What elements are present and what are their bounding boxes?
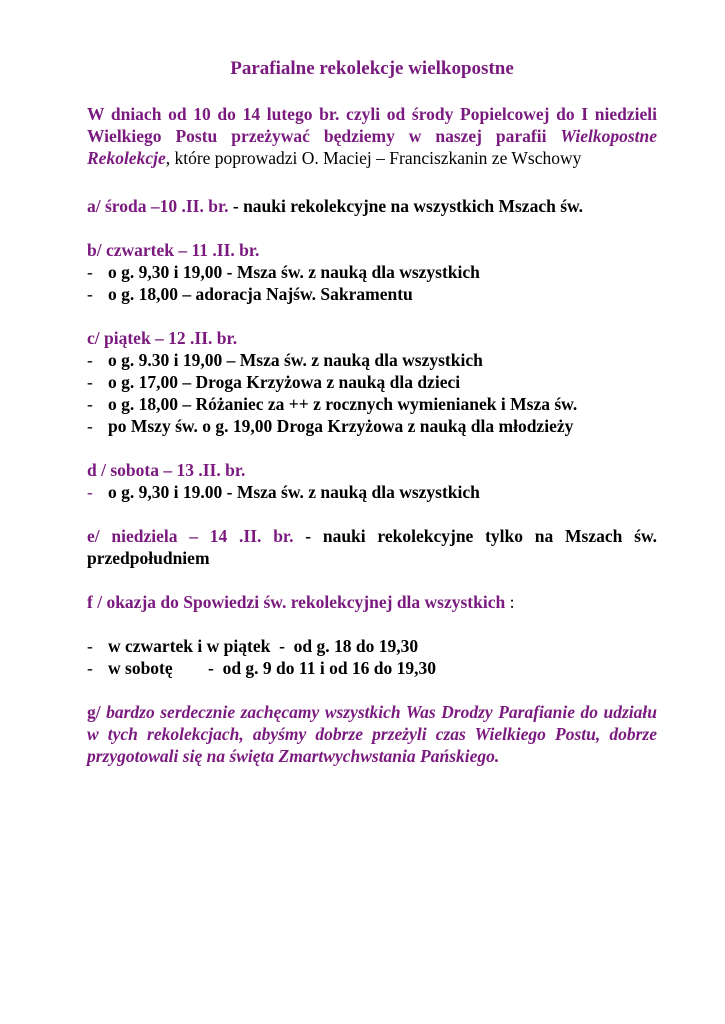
list-item: - o g. 9,30 i 19,00 - Msza św. z nauką dla wszystkich (87, 261, 480, 282)
closing-letter: g/ (87, 701, 101, 722)
list-item: - po Mszy św. o g. 19,00 Droga Krzyżowa z nauką dla młodzieży (87, 415, 574, 436)
section-f (87, 591, 657, 679)
closing-paragraph (87, 701, 657, 767)
section-a-text: - nauki rekolekcyjne na wszystkich Mszach św. (228, 195, 584, 216)
intro-paragraph (87, 103, 657, 169)
section-b (87, 239, 657, 305)
section-a-heading: a/ środa –10 .II. br. (87, 195, 229, 216)
section-c-heading: c/ piątek – 12 .II. br. (87, 327, 238, 348)
confession-day-label: w czwartek i w piątek (108, 635, 271, 656)
list-item: - w sobotę - od g. 9 do 11 i od 16 do 19,30 (87, 657, 437, 678)
section-c (87, 327, 657, 437)
list-item: - o g. 18,00 – adoracja Najśw. Sakramentu (87, 283, 413, 304)
list-item: - w czwartek i w piątek - od g. 18 do 19,30 (87, 635, 419, 656)
intro-normal-text: , które poprowadzi O. Maciej – Franciszkanin ze Wschowy (165, 147, 582, 168)
section-d-list (87, 481, 657, 503)
intro-italic-text: Wielkopostne Rekolekcje (87, 125, 657, 168)
section-d (87, 459, 657, 503)
document-page (87, 58, 657, 767)
closing-text: bardzo serdecznie zachęcamy wszystkich Was Drodzy Parafianie do udziału w tych rekolekcjach, abyśmy dobrze przeżyli czas Wielkiego Postu, dobrze przygotowali się na święta Zmartwychwstania Pańskiego. (87, 701, 657, 766)
section-e-heading: e/ niedziela – 14 .II. br. (87, 525, 294, 546)
section-b-heading: b/ czwartek – 11 .II. br. (87, 239, 260, 260)
list-item: - o g. 18,00 – Różaniec za ++ z rocznych wymienianek i Msza św. (87, 393, 578, 414)
section-a (87, 195, 657, 217)
list-item: - o g. 17,00 – Droga Krzyżowa z nauką dla dzieci (87, 371, 461, 392)
section-f-colon: : (505, 591, 515, 612)
section-f-heading: f / okazja do Spowiedzi św. rekolekcyjnej dla wszystkich (87, 591, 506, 612)
section-d-heading: d / sobota – 13 .II. br. (87, 459, 246, 480)
section-b-list (87, 261, 657, 305)
section-e-text: - nauki rekolekcyjne tylko na Mszach św. przedpołudniem (87, 525, 657, 568)
section-e (87, 525, 657, 569)
section-c-list (87, 349, 657, 437)
confession-day-label: w sobotę (108, 657, 173, 678)
section-f-list (87, 635, 657, 679)
document-title: Parafialne rekolekcje wielkopostne (230, 58, 514, 79)
intro-bold-text: W dniach od 10 do 14 lutego br. czyli od środy Popielcowej do I niedzieli Wielkiego Postu przeżywać będziemy w naszej parafii (87, 103, 657, 146)
confession-time: - od g. 9 do 11 i od 16 do 19,30 (208, 657, 437, 678)
confession-time: - od g. 18 do 19,30 (270, 635, 419, 656)
list-item: - o g. 9,30 i 19.00 - Msza św. z nauką dla wszystkich (87, 481, 480, 502)
list-item: - o g. 9.30 i 19,00 – Msza św. z nauką dla wszystkich (87, 349, 483, 370)
